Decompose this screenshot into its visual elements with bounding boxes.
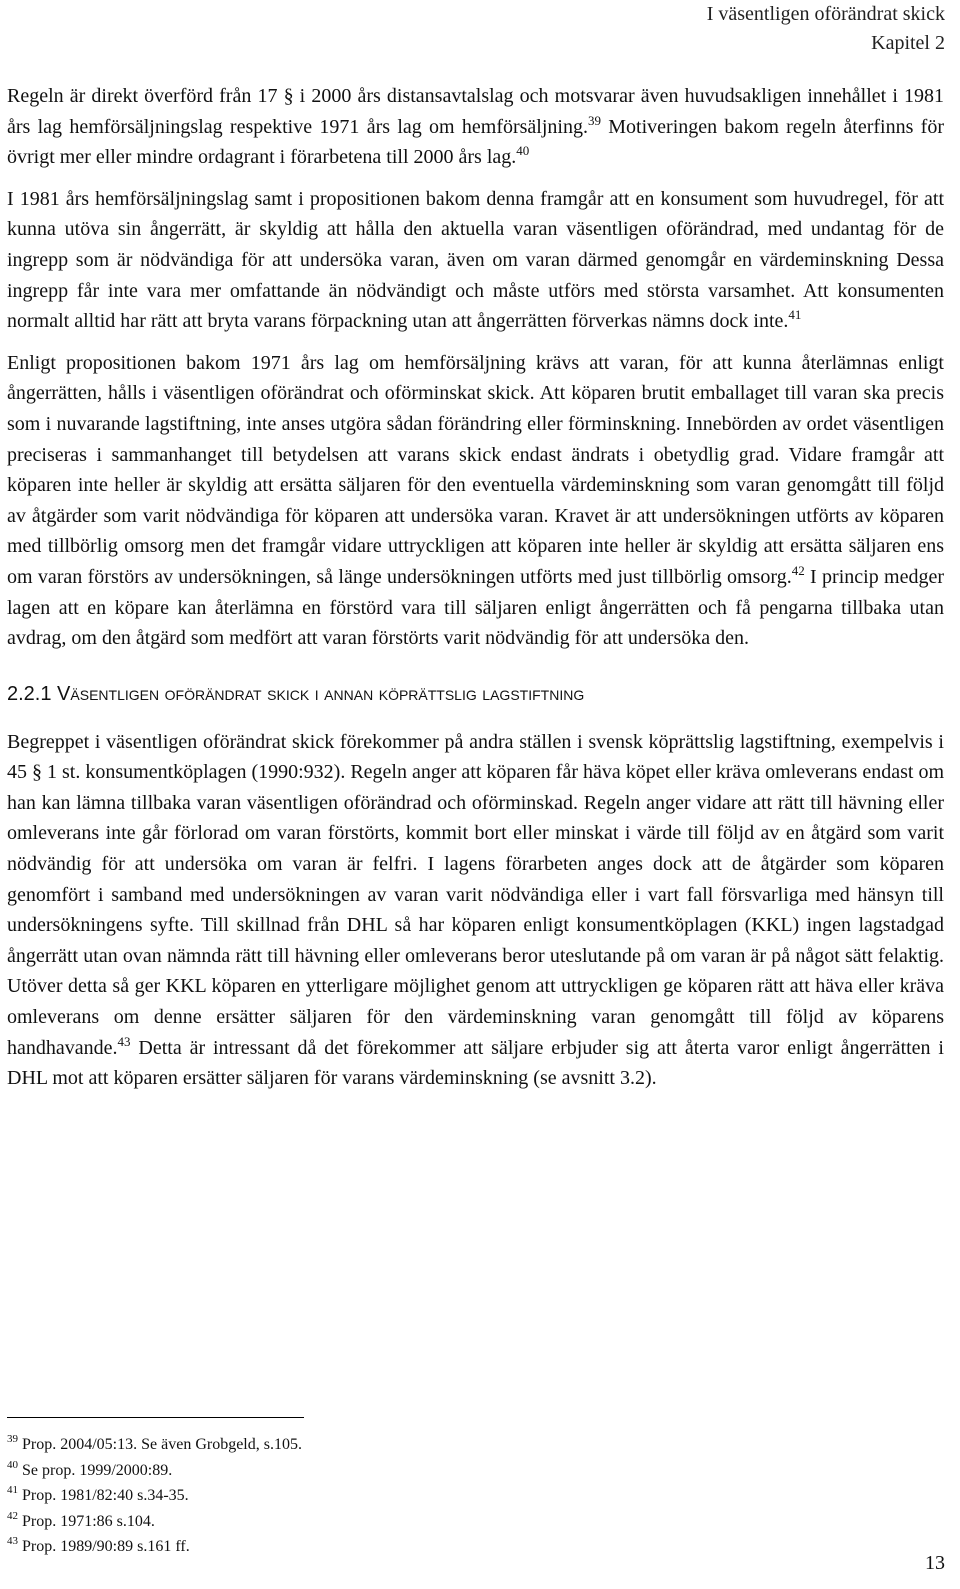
footnote-number: 40 bbox=[7, 1458, 18, 1471]
footnotes bbox=[7, 1432, 607, 1560]
footnote-item bbox=[7, 1432, 607, 1458]
page-number: 13 bbox=[925, 1552, 945, 1574]
footnote-ref-43[interactable]: 43 bbox=[117, 1033, 131, 1049]
paragraph-2 bbox=[7, 184, 944, 337]
footnote-ref-40[interactable]: 40 bbox=[516, 143, 530, 159]
paragraph-2-text-a: I 1981 års hemförsäljningslag samt i propositionen bakom denna framgår att en konsument som huvudregel, för att kunna utöva sin ångerrätt, är skyldig att hålla den aktuella varan väsentligen oförändrad, med undantag för de ingrepp som är nödvändiga för att undersöka varan, även om varan därmed genomgår en värdeminskning Dessa ingrepp får inte vara mer omfattande än nödvändigt och måste utförs med största varsamhet. Att konsumenten normalt alltid har rätt att bryta varans förpackning utan att ångerrätten förverkas nämns dock inte. bbox=[7, 187, 944, 333]
footnote-text: Prop. 2004/05:13. Se även Grobgeld, s.105. bbox=[22, 1436, 302, 1453]
footnote-ref-42[interactable]: 42 bbox=[791, 562, 805, 578]
header-chapter-title: I väsentligen oförändrat skick bbox=[706, 3, 945, 25]
footnote-number: 43 bbox=[7, 1535, 18, 1547]
paragraph-3-text-a: Enligt propositionen bakom 1971 års lag om hemförsäljning krävs att varan, för att kunna återlämnas enligt ångerrätten, hålls i väsentligen oförändrat och oförminskat skick. Att köparen brutit emballaget till varan ska precis som i nuvarande lagstiftning, inte anses utgöra sådan förändring eller förminskning. Innebörden av ordet väsentligen preciseras i sammanhanget till betydelsen att varans skick endast ändrats i obetydlig grad. Vidare framgår att köparen inte heller är skyldig att ersätta säljaren för den eventuella värdeminskning som varan genomgått till följd av åtgärder som varit nödvändiga för köparen att undersöka varan. Kravet är att undersökningen utförts av köparen med tillbörlig omsorg men det framgår vidare uttryckligen att köparen inte heller är skyldig att ersätta säljaren ens om varan förstörs av undersökningen, så länge undersökningen utförts med just tillbörlig omsorg. bbox=[7, 351, 944, 588]
main-content bbox=[7, 81, 944, 1105]
footnote-text: Prop. 1981/82:40 s.34-35. bbox=[22, 1487, 189, 1504]
footnote-item bbox=[7, 1483, 607, 1509]
footnote-number: 42 bbox=[7, 1509, 18, 1522]
footnote-separator bbox=[7, 1417, 304, 1418]
paragraph-4-text-b: Detta är intressant då det förekommer att säljare erbjuder sig att återta varor enligt ångerrätten i DHL mot att köparen ersätter säljaren för varans värdeminskning (se avsnitt 3.2). bbox=[7, 1036, 944, 1090]
running-header bbox=[707, 0, 945, 58]
footnote-ref-41[interactable]: 41 bbox=[788, 307, 802, 323]
paragraph-1 bbox=[7, 81, 944, 173]
footnote-item bbox=[7, 1509, 607, 1535]
paragraph-3-text-b: I princip medger lagen att en köpare kan återlämna en förstörd vara till säljaren enligt ångerrätten och få pengarna tillbaka utan avdrag, om den åtgärd som medfört att varan förstörts varit nödvändig för att undersöka den. bbox=[7, 565, 945, 650]
paragraph-4-text-a: Begreppet i väsentligen oförändrat skick förekommer på andra ställen i svensk köprättslig lagstiftning, exempelvis i 45 § 1 st. konsumentköplagen (1990:932). Regeln anger att köparen får häva köpet eller kräva omleverans endast om han kan lämna tillbaka varan väsentligen oförändrad och oförminskad. Regeln anger vidare att rätt till hävning eller omleverans inte går förlorad om varan förstörts, kommit bort eller minskat i värde till följd av en åtgärd som varit nödvändig för att undersöka om varan är felfri. I lagens förarbeten anges dock att de åtgärder som köparen genomfört i samband med undersökningen av varan varit nödvändiga eller i vart fall försvarliga med hänsyn till undersökningens syfte. Till skillnad från DHL så har köparen enligt konsumentköplagen (KKL) ingen lagstadgad ångerrätt utan ovan nämnda rätt till hävning eller omleverans beror uteslutande på om varan är på något sätt felaktig. Utöver detta så ger KKL köparen en ytterligare möjlighet genom att uttryckligen ge köparen rätt att häva eller kräva omleverans om denne ersätter säljaren för den värdeminskning varan genomgått till följd av köparens handhavande. bbox=[7, 730, 944, 1059]
footnote-item bbox=[7, 1534, 607, 1560]
footnote-text: Se prop. 1999/2000:89. bbox=[22, 1461, 173, 1479]
footnote-text: Prop. 1971:86 s.104. bbox=[22, 1512, 155, 1530]
section-number: 2.2.1 bbox=[7, 682, 52, 705]
paragraph-1-text-a: Regeln är direkt överförd från 17 § i 2000 års distansavtalslag och motsvarar även huvudsakligen innehållet i 1981 års lag hemförsäljningslag respektive 1971 års lag om hemförsäljning. bbox=[7, 85, 944, 138]
paragraph-4 bbox=[7, 727, 944, 1094]
footnote-number: 39 bbox=[7, 1433, 18, 1445]
footnote-ref-39[interactable]: 39 bbox=[587, 112, 601, 128]
section-heading bbox=[7, 681, 944, 707]
footnote-number: 41 bbox=[7, 1484, 18, 1496]
paragraph-1-text-b: Motiveringen bakom regeln återfinns för övrigt mer eller mindre ordagrant i förarbetena till 2000 års lag. bbox=[7, 115, 945, 169]
section-title: Väsentligen oförändrat skick i annan köprättslig lagstiftning bbox=[57, 682, 585, 705]
footnote-text: Prop. 1989/90:89 s.161 ff. bbox=[22, 1538, 190, 1555]
header-chapter-number: Kapitel 2 bbox=[871, 32, 945, 54]
footnote-item bbox=[7, 1458, 607, 1484]
paragraph-3 bbox=[7, 348, 944, 654]
